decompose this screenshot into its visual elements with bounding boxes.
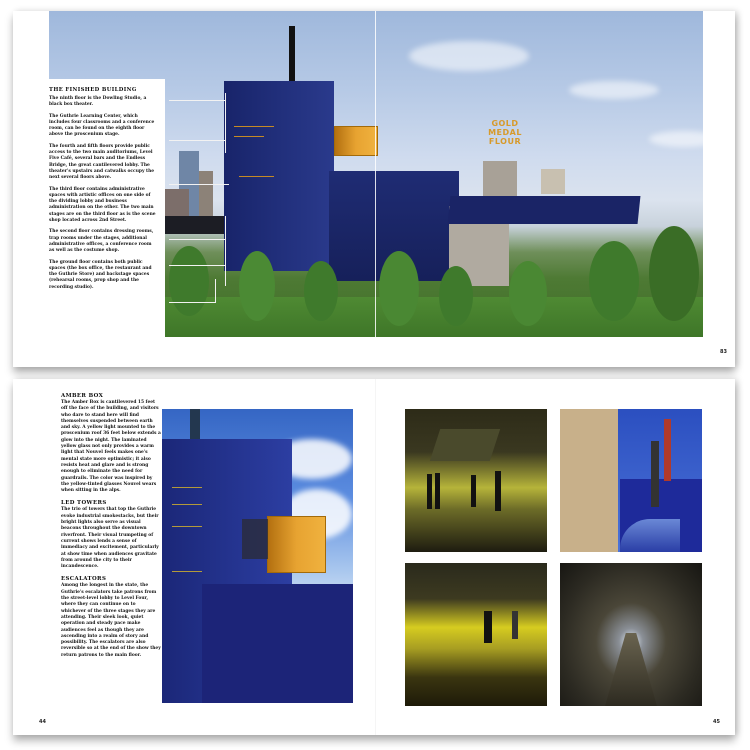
distant-tower bbox=[541, 169, 565, 194]
gold-medal-flour-sign bbox=[487, 119, 523, 146]
spread-gutter bbox=[375, 11, 376, 367]
led-tower bbox=[190, 409, 200, 439]
page-number: 83 bbox=[720, 349, 727, 355]
sign-line: MEDAL bbox=[488, 128, 522, 137]
page-number-left: 44 bbox=[39, 719, 46, 725]
endless-bridge bbox=[448, 196, 641, 224]
tree bbox=[379, 251, 419, 326]
callout-line bbox=[169, 140, 225, 141]
spread-gutter bbox=[375, 379, 376, 735]
lower-facade bbox=[202, 584, 353, 703]
top-spread bbox=[13, 11, 735, 367]
neighboring-building bbox=[560, 409, 618, 552]
floor-4-5-text: The fourth and fifth floors provide public access to the two main auditoriums, Level Five Café, several bars and the Endless Bridge, the great cantilevered lobby. The theater's upstairs and catwalks occupy the next several floors above. bbox=[49, 143, 155, 181]
floor-9-text: The ninth floor is the Dowling Studio, a black box theater. bbox=[49, 96, 147, 108]
escalators-photo bbox=[560, 563, 702, 706]
section-heading-amber-box: AMBER BOX bbox=[61, 393, 104, 399]
callout-line bbox=[169, 100, 225, 101]
tree bbox=[589, 241, 639, 321]
page-number-right: 45 bbox=[713, 719, 720, 725]
callout-line bbox=[169, 239, 225, 240]
downtown-building bbox=[199, 171, 213, 221]
bottom-spread bbox=[13, 379, 735, 735]
facade-stripe bbox=[234, 126, 274, 127]
floor-1-text: The ground floor contains both public spaces (the box office, the restaurant and the Guthrie Store) and backstage spaces (rehearsal rooms, prop shop and the recording studio). bbox=[49, 259, 152, 290]
cloud bbox=[409, 41, 529, 71]
silhouette-person bbox=[484, 611, 492, 643]
callout-line bbox=[169, 302, 215, 303]
amber-box bbox=[334, 126, 378, 156]
feature-text-column bbox=[61, 393, 161, 665]
silhouette-person bbox=[427, 474, 432, 509]
sign-line: GOLD bbox=[491, 119, 519, 128]
tree bbox=[439, 266, 473, 326]
tree bbox=[509, 261, 547, 326]
amber-box-photo bbox=[162, 409, 353, 703]
callout-bracket bbox=[215, 279, 216, 303]
facade-stripe bbox=[172, 487, 202, 488]
finished-building-text-panel bbox=[49, 79, 165, 337]
callout-line bbox=[169, 265, 225, 266]
callout-line bbox=[169, 184, 229, 185]
amber-box bbox=[267, 516, 326, 573]
facade-stripe bbox=[239, 176, 274, 177]
section-heading-led-towers: LED TOWERS bbox=[61, 500, 107, 507]
callout-bracket bbox=[225, 93, 226, 153]
floor-8-text: The Guthrie Learning Center, which includes four classrooms and a conference room, can be found on the eighth floor above the proscenium stage. bbox=[49, 113, 155, 138]
callout-bracket bbox=[225, 216, 226, 286]
silhouette-person bbox=[512, 611, 518, 639]
tree bbox=[304, 261, 338, 321]
led-tower bbox=[664, 419, 671, 481]
facade-stripe bbox=[234, 136, 264, 137]
floor-2-text: The second floor contains dressing rooms, trap rooms under the stages, additional administrative offices, a conference room as well as the costume shop. bbox=[49, 229, 154, 254]
led-tower bbox=[651, 441, 659, 507]
tree bbox=[239, 251, 275, 321]
section-body-amber-box: The Amber Box is cantilevered 15 feet off the face of the building, and visitors who dare to stand here will find themselves suspended between earth and sky. A yellow light mounted to the proscenium roof 36 feet below extends a glow into the night. The laminated yellow glass not only provides a warm light that Nouvel feels makes one's mental state more optimistic; it also resists heat and glare and is strong enough to eliminate the need for guardrails. The color was inspired by the yellow-tinted glasses Nouvel wears when sitting in the alps. bbox=[61, 400, 161, 494]
silhouette-person bbox=[495, 471, 501, 511]
amber-box-shadow bbox=[242, 519, 268, 559]
led-towers-photo bbox=[560, 409, 702, 552]
panel-heading: THE FINISHED BUILDING bbox=[49, 87, 137, 93]
section-body-escalators: Among the longest in the state, the Guthrie's escalators take patrons from the street-level lobby to Level Four, where they can continue on to whichever of the three stages they are attending. Their sleek look, quiet operation and steady pace make audiences feel as though they are ascending into a realm of story and possibility. The escalators are also reversible so at the end of the show they return patrons to the main floor. bbox=[61, 583, 161, 658]
facade-stripe bbox=[172, 571, 202, 572]
amber-box-interior-photo bbox=[405, 409, 547, 552]
yellow-lobby-photo bbox=[405, 563, 547, 706]
ceiling-opening bbox=[430, 429, 500, 461]
tree bbox=[649, 226, 699, 321]
sign-line: FLOUR bbox=[488, 137, 522, 146]
section-heading-escalators: ESCALATORS bbox=[61, 576, 107, 583]
silhouette-person bbox=[471, 475, 476, 507]
tree bbox=[169, 246, 209, 316]
floor-3-text: The third floor contains administrative spaces with artistic offices on one side of the dividing lobby and business administration on the other. The two main stages are on the third floor as is the scene shop located across 2nd Street. bbox=[49, 186, 156, 224]
silhouette-person bbox=[435, 473, 440, 509]
cloud bbox=[569, 81, 659, 99]
cloud bbox=[649, 131, 703, 147]
facade-stripe bbox=[172, 504, 202, 505]
escalator bbox=[605, 633, 657, 706]
section-body-led-towers: The trio of towers that top the Guthrie evoke industrial smokestacks, but their bright lights also serve as visual beacons throughout the downtown riverfront. Their visual trumpeting of current shows lends a sense of immediacy and excitement, particularly at show time when audiences gravitate from around the city to their incandescence. bbox=[61, 507, 159, 570]
facade-stripe bbox=[172, 526, 202, 527]
